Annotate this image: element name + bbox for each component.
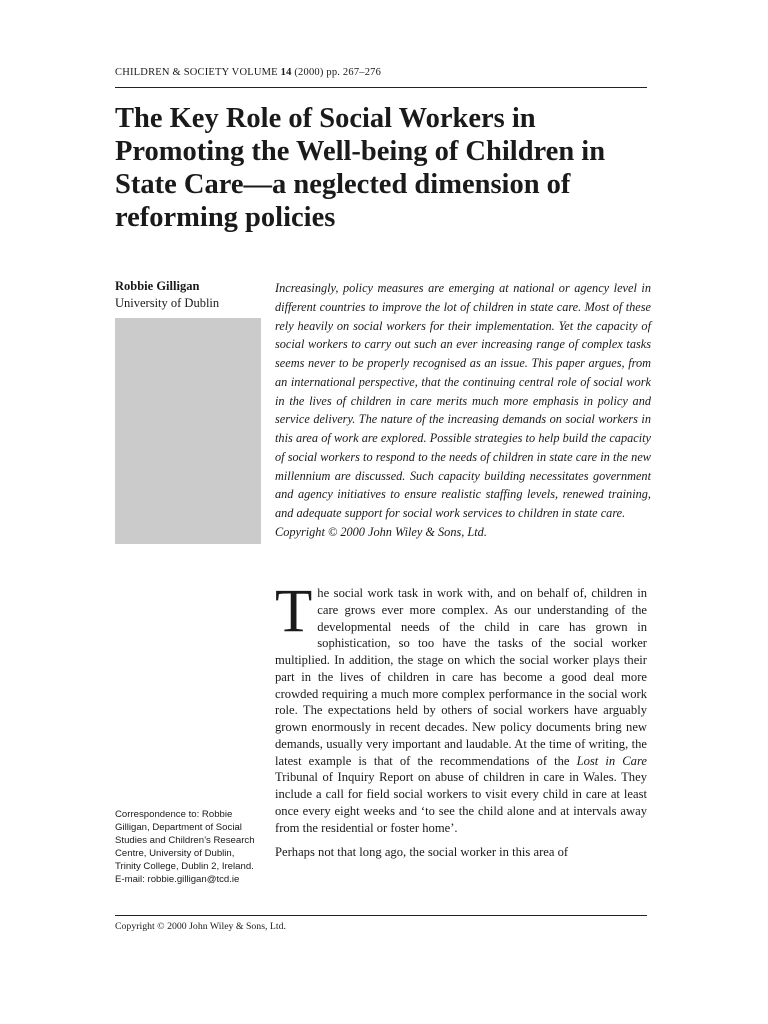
placeholder-box: [115, 318, 261, 544]
abstract: [275, 279, 651, 542]
author-name: Robbie Gilligan: [115, 279, 200, 293]
article-body: [275, 578, 647, 861]
paragraph-2: Perhaps not that long ago, the social worker in this area of: [275, 845, 569, 860]
author-block: [115, 278, 265, 312]
paragraph-1: [275, 578, 647, 836]
footer-copyright: Copyright © 2000 John Wiley & Sons, Ltd.: [115, 921, 286, 932]
issue-pages: (2000) pp. 267–276: [294, 67, 382, 78]
paragraph-1-text-a: he social work task in work with, and on behalf of, children in care grows ever more complex. As our understanding of the developmental needs of the child in care has grown in sophistication, so too have the tasks of the social worker multiplied. In addition, the stage on which the social worker plays their part in the lives of children in care has become a good deal more crowded requiring a much more complex performance in the social work role. The expectations held by others of social workers have arguably grown enormously in recent decades. New policy documents bring new demands, usually very important and laudable. At the time of writing, the latest example is that of the recommendations of the: [275, 586, 647, 768]
paragraph-1-text-b: Tribunal of Inquiry Report on abuse of children in care in Wales. They include a call for field social workers to visit every child in care at least once every eight weeks and ‘to see the child alone and at intervals away from the residential or foster home’.: [275, 770, 647, 835]
abstract-text: Increasingly, policy measures are emerging at national or agency level in different countries to improve the lot of children in state care. Most of these rely heavily on social workers for their implementation. Yet the capacity of social workers to carry out such an ever increasing range of complex tasks seems never to be properly recognised as an issue. This paper argues, from an international perspective, that the continuing central role of social work in the lives of children in care merits much more emphasis in policy and service delivery. The nature of the increasing demands on social workers in this area of work are explored. Possible strategies to help build the capacity of social workers to respond to the needs of children in state care in the new millennium are discussed. Such capacity building necessitates government and agency initiatives to ensure realistic staffing levels, renewed training, and adequate support for social work services to children in state care.: [275, 281, 651, 520]
volume-number: 14: [280, 67, 292, 78]
drop-cap: T: [275, 578, 313, 645]
header-rule: [115, 87, 647, 88]
report-title: Lost in Care: [576, 753, 647, 768]
abstract-copyright: Copyright © 2000 John Wiley & Sons, Ltd.: [275, 524, 487, 539]
journal-name: CHILDREN & SOCIETY VOLUME: [115, 67, 278, 78]
footer-rule: [115, 915, 647, 916]
article-title: The Key Role of Social Workers in Promoting the Well-being of Children in State Care—a neglected dimension of reforming policies: [115, 103, 606, 233]
correspondence-note: Correspondence to: Robbie Gilligan, Department of Social Studies and Children’s Research Centre, University of Dublin, Trinity College, Dublin 2, Ireland. E-mail: robbie.gilligan@tcd.ie: [115, 809, 255, 886]
author-affiliation: University of Dublin: [115, 296, 220, 310]
running-header: [115, 67, 645, 78]
